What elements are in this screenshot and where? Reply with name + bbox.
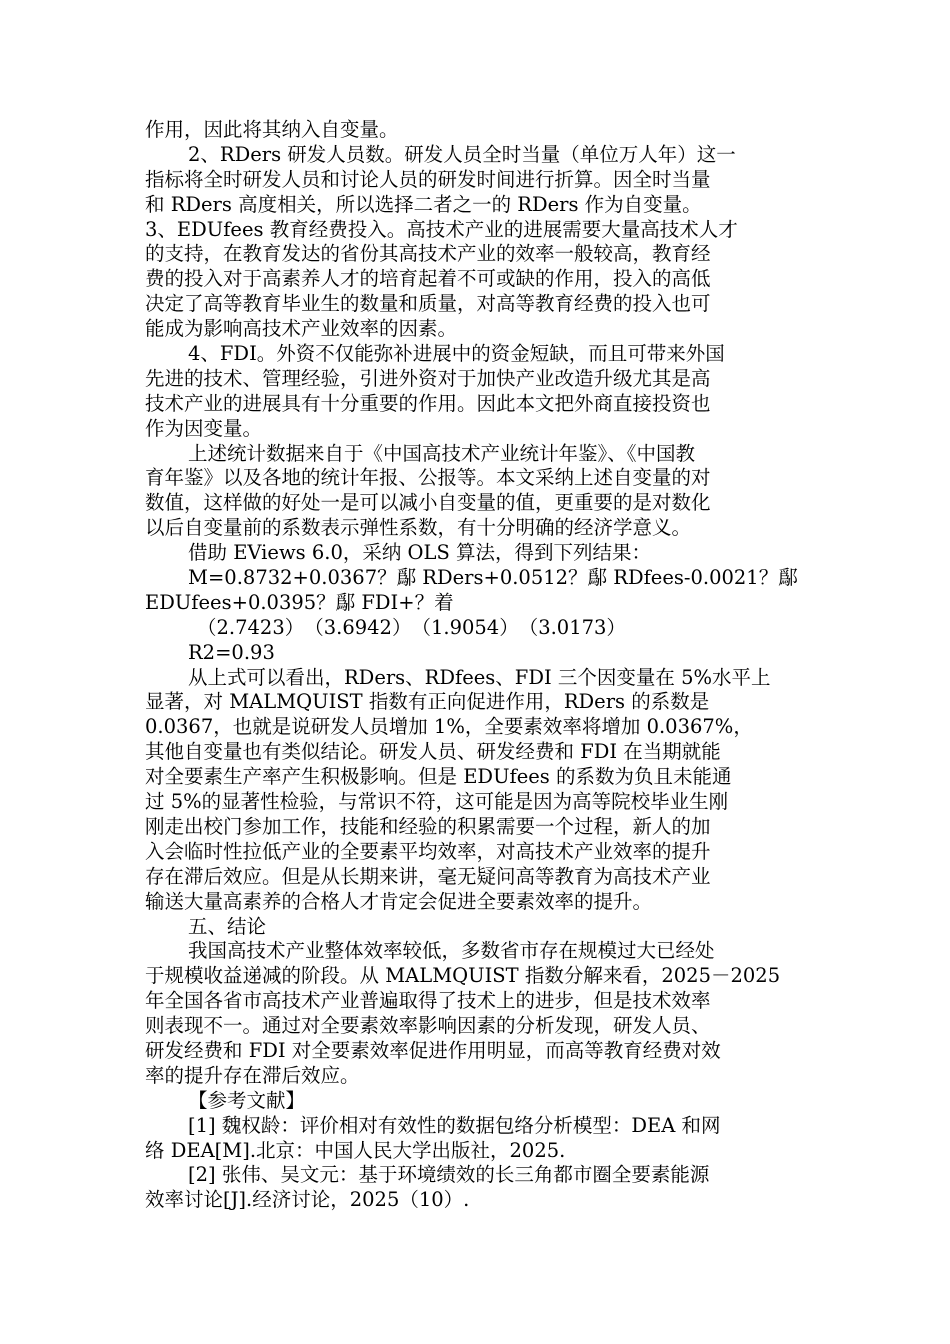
text-line: 2、RDers 研发人员数。研发人员全时当量（单位万人年）这一 <box>188 142 736 166</box>
text-line: 研发经费和 FDI 对全要素效率促进作用明显，而高等教育经费对效 <box>145 1038 721 1062</box>
text-line: 作用，因此将其纳入自变量。 <box>145 118 399 141</box>
text-line: 对全要素生产率产生积极影响。但是 EDUfees 的系数为负且未能通 <box>145 765 732 789</box>
text-line: 借助 EViews 6.0，采纳 OLS 算法，得到下列结果： <box>188 541 652 565</box>
text-line: 存在滞后效应。但是从长期来讲，毫无疑问高等教育为高技术产业 <box>145 864 711 888</box>
text-line: 能成为影响高技术产业效率的因素。 <box>145 317 458 341</box>
text-line: M=0.8732+0.0367？鄬 RDers+0.0512？鄬 RDfees-0.0021？鄬 <box>188 566 798 590</box>
text-line: 其他自变量也有类似结论。研发人员、研发经费和 FDI 在当期就能 <box>145 740 721 764</box>
text-line: 入会临时性拉低产业的全要素平均效率，对高技术产业效率的提升 <box>145 839 711 863</box>
text-line: 4、FDI。外资不仅能弥补进展中的资金短缺，而且可带来外国 <box>188 342 725 366</box>
text-line: 技术产业的进展具有十分重要的作用。因此本文把外商直接投资也 <box>145 391 711 415</box>
text-line: 0.0367，也就是说研发人员增加 1%，全要素效率将增加 0.0367%， <box>145 715 753 739</box>
text-line: 和 RDers 高度相关，所以选择二者之一的 RDers 作为自变量。 <box>145 192 702 216</box>
text-line: 3、EDUfees 教育经费投入。高技术产业的进展需要大量高技术人才 <box>145 217 738 241</box>
text-line: [2] 张伟、吴文元：基于环境绩效的长三角都市圈全要素能源 <box>188 1163 710 1187</box>
document-page <box>145 118 817 1213</box>
text-line: 指标将全时研发人员和讨论人员的研发时间进行折算。因全时当量 <box>145 167 711 191</box>
text-line: [1] 魏权龄：评价相对有效性的数据包络分析模型：DEA 和网 <box>188 1113 721 1137</box>
text-line: 于规模收益递减的阶段。从 MALMQUIST 指数分解来看，2025－2025 <box>145 964 781 988</box>
text-line: 显著，对 MALMQUIST 指数有正向促进作用，RDers 的系数是 <box>145 690 710 714</box>
text-line: 作为因变量。 <box>145 416 263 440</box>
text-line: 先进的技术、管理经验，引进外资对于加快产业改造升级尤其是高 <box>145 366 711 390</box>
text-line: 五、结论 <box>188 914 267 938</box>
text-line: 上述统计数据来自于《中国高技术产业统计年鉴》、《中国教 <box>188 441 696 465</box>
text-line: 费的投入对于高素养人才的培育起着不可或缺的作用，投入的高低 <box>145 267 711 291</box>
text-line: 刚走出校门参加工作，技能和经验的积累需要一个过程，新人的加 <box>145 814 711 838</box>
text-line: R2=0.93 <box>188 640 275 664</box>
text-line: EDUfees+0.0395？鄬 FDI+？着 <box>145 590 454 614</box>
text-line: 从上式可以看出，RDers、RDfees、FDI 三个因变量在 5%水平上 <box>188 665 771 689</box>
text-line: 育年鉴》以及各地的统计年报、公报等。本文采纳上述自变量的对 <box>145 466 711 490</box>
text-line: 络 DEA[M].北京：中国人民大学出版社，2025. <box>145 1138 566 1162</box>
text-line: 【参考文献】 <box>188 1088 306 1112</box>
text-line: 年全国各省市高技术产业普遍取得了技术上的进步，但是技术效率 <box>145 989 711 1013</box>
text-line: 则表现不一。通过对全要素效率影响因素的分析发现，研发人员、 <box>145 1014 711 1038</box>
text-line: 数值，这样做的好处一是可以减小自变量的值，更重要的是对数化 <box>145 491 711 515</box>
text-line: 的支持，在教育发达的省份其高技术产业的效率一般较高，教育经 <box>145 242 711 266</box>
text-line: 率的提升存在滞后效应。 <box>145 1063 360 1087</box>
text-line: 我国高技术产业整体效率较低，多数省市存在规模过大已经处 <box>188 939 715 963</box>
text-line: 以后自变量前的系数表示弹性系数，有十分明确的经济学意义。 <box>145 516 692 540</box>
text-line: 效率讨论[J].经济讨论，2025（10）. <box>145 1188 470 1212</box>
text-line: 决定了高等教育毕业生的数量和质量，对高等教育经费的投入也可 <box>145 292 711 316</box>
text-line: 输送大量高素养的合格人才肯定会促进全要素效率的提升。 <box>145 889 653 913</box>
text-line: （2.7423） （3.6942） （1.9054） （3.0173） <box>197 615 626 639</box>
text-line: 过 5%的显著性检验，与常识不符，这可能是因为高等院校毕业生刚 <box>145 790 729 814</box>
